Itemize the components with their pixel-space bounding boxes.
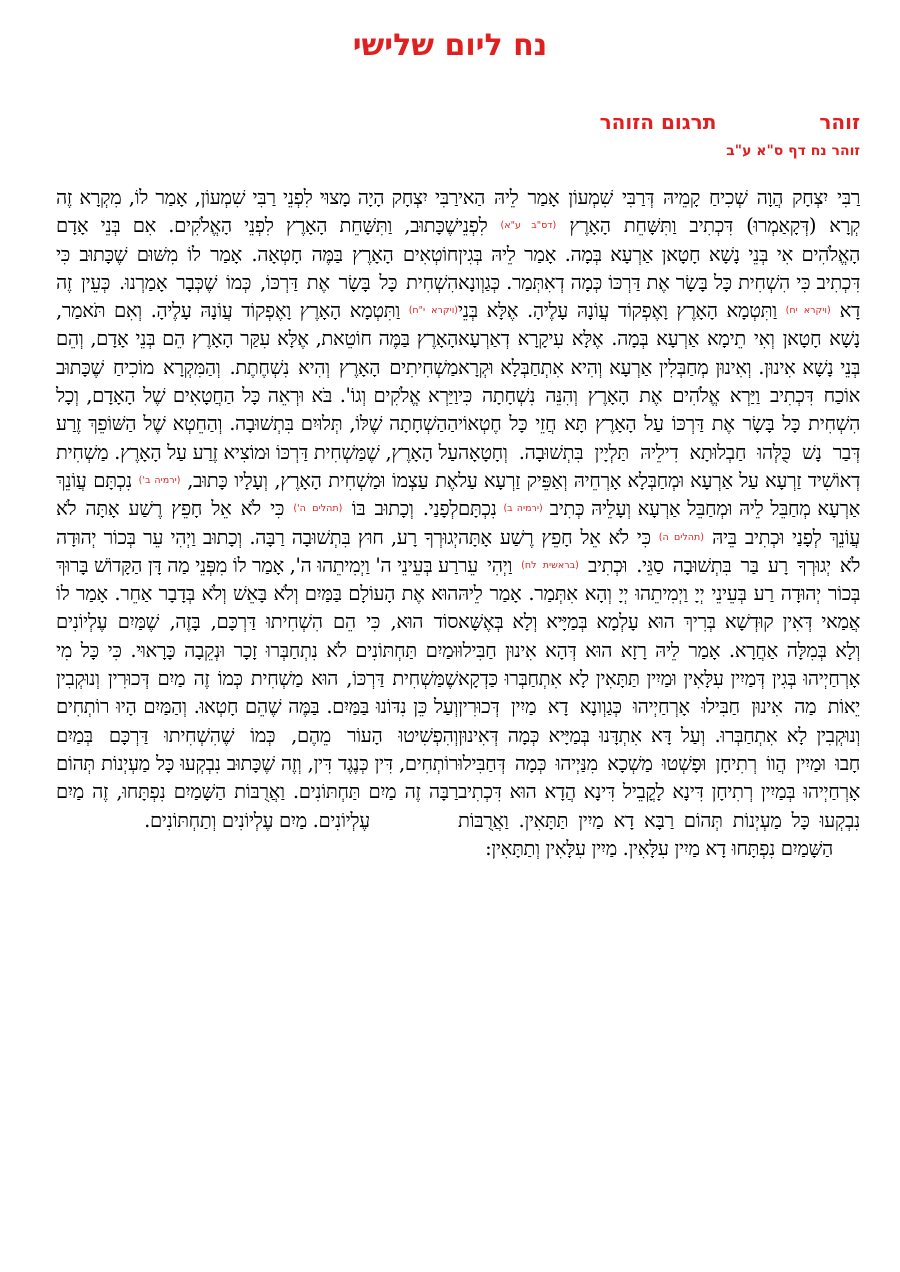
text-segment: לִפְנֵי הָאֱלֹהִים אִי בְּנֵי נָשָׁא חָטָאן אַרְעָא בְּמָה. אָמַר לֵיהּ בְּגִין דִּכְתִיב כִּי הִשְׁחִית כָּל בָּשָׂר אֶת דַּרְכּוֹ כְּמָה דְאִתְּמַר. כְּגַוְונָא דָא — [458, 214, 860, 323]
text-segment: וַיְהִי עֵר בְּכוֹר יְהוּדָה רַע בְּעֵינֵי יְיָ וַיְמִיתֵהוּ יְיָ וְהָא אִתְּמַר. אָמַר לֵיהּ אֲמַאי דְּאִין קוּדְשָׁא בְּרִיךְ הוּא עָלְמָא בְּמַיָּיא וְלָא בְּאֶשָּׁא וְלָא בְּמִלָּה אַחֲרָא. אָמַר לֵיהּ רָזָא הוּא דְּהָא אִינוּן חַבִּילוּ אָרְחַיְיהוּ בְּגִין דְּמַיִין עִלָּאִין וּמַיִין תַּתָּאִין לָא אִתְחַבְּרוּ כַּדְקָא יֵאוֹת מַה אִינוּן חַבִּילוּ אָרְחַיְיהוּ כְּגַוְונָא דָא מַיִין דְּכוּרִין וְנוּקְבִין לָא אִתְחַבְּרוּ. וְעַל דָּא אִתְדָּנוּ בְּמַיָּיא כְּמָה דְּאִינוּן חָבוּ וּמַיִין הֲווֹ רְתִיחָן וּפָשְׁטוּ מַשְׁכָא מִנַּיְיהוּ כְּמָה דְּחַבִּילוּ אָרְחַיְיהוּ בְּמַיִין רְתִיחָן דִּינָא לָקֳבֵיל דִּינָא הֲדָא הוּא דִּכְתִיב נִבְקְעוּ כָּל מַעְיְנוֹת תְּהוֹם רַבָּא דָא מַיִין תַּתָּאִין. וַאֲרֻבּוֹת הַשָּׁמַיִם נִפְתָּחוּ דָא מַיִין עִלָּאִין. מַיִין עִלָּאִין וְתַתָּאִין: — [458, 553, 860, 860]
verse-reference: (תהלים ה) — [658, 531, 704, 543]
text-segment: נִכְתָּם עֲוֹנֵךְ לְפָנַי. וְכָתוּב בּוֹ — [56, 468, 458, 521]
text-segment: וַתִּטְמָא הָאָרֶץ וָאֶפְקוֹד עֲוֹנָהּ עָלֶיהָ. אֶלָּא בְּנֵי נָשָׁא חָטָאן וְאִי תֵימָא אַרְעָא בְּמָה. אֶלָּא עִיקָרָא דְאַרְעָא בְּנֵי נָשָׁא אִינוּן. וְאִינוּן מְחַבְּלִין אַרְעָא וְהִיא אִתְחַבְּלָא וּקְרָא אוֹכַח דִּכְתִיב וַיַּרְא אֱלֹהִים אֶת הָאָרֶץ וְהִנֵּה נִשְׁחָתָה כִּי הִשְׁחִית כָּל בָּשָׂר אֶת דַּרְכּוֹ עַל הָאָרֶץ תָּא חֲזֵי כָּל חֶטְאוֹי דְּבַר נָשׁ כֻּלְּהוּ חַבְלוּתָא דִילֵיהּ תַּלְיָין בִּתְשׁוּבָה. וְחָטָאָה דְאוֹשִׁיד זַרְעָא עַל אַרְעָא וּמְחַבְּלָא אָרְחֵיהּ וְאַפֵּיק זַרְעָא עַל אַרְעָא מְחַבֵּל לֵיהּ וּמְחַבֵּל אַרְעָא וְעָלֵיהּ כְּתִיב — [458, 299, 860, 521]
text-segment: נִכְתָּם עֲוֹנֵךְ לְפָנַי וּכְתִיב בֵּיהּ — [458, 497, 860, 549]
verse-reference: (ויקרא יח) — [785, 305, 831, 317]
text-segment: וַתִּטְמָא הָאָרֶץ וָאֶפְקוֹד עֲוֹנָהּ עָלֶיהָ. וְאִם תֹּאמַר, הָאָרֶץ בַּמֶּה חוֹטֵאת, אֶלָּא עִקַּר הָאָרֶץ הֵם בְּנֵי אָדָם, וְהֵם מַשְׁחִיתִים הָאָרֶץ וְהִיא נִשְׁחֶתֶת. וְהַמִּקְרָא מוֹכִיחַ שֶׁכָּתוּב וַיַּרְא אֱלֹקִים וְגוֹ'. בֹּא וּרְאֵה כָּל הַחֲטָאִים שֶׁל הָאָדָם, וְכָל הַהַשְׁחָתָה שֶׁלּוֹ, תְּלוּיִם בִּתְשׁוּבָה. וְהַחֵטְא שֶׁל הַשּׁוֹפֵךְ זֶרַע עַל הָאָרֶץ, שֶׁמַּשְׁחִית דַּרְכּוֹ וּמוֹצִיא זֶרַע עַל הָאָרֶץ. מַשְׁחִית אֶת עַצְמוֹ וּמַשְׁחִית הָאָרֶץ, וְעָלָיו כָּתוּב, — [56, 299, 458, 492]
verse-reference: (דס"ב ע"א) — [500, 220, 557, 232]
verse-reference: (ירמיה ב) — [503, 503, 543, 515]
source-reference: זוהר נח דף ס"א ע"ב — [726, 143, 860, 159]
translation-column-heading: תרגום הזוהר — [599, 110, 717, 134]
verse-reference: (ירמיה ב') — [138, 474, 181, 486]
verse-reference: (תהלים ה') — [293, 503, 343, 515]
page-title: נח ליום שלישי — [352, 28, 548, 63]
text-segment: כִּי לֹא אֵל חָפֵץ רֶשַׁע אָתָּה לֹא יְגוּרְךָ רָע, חוּץ בִּתְשׁוּבָה רַבָּה. וְכָתוּב וַיְהִי עֵר בְּכוֹר יְהוּדָה רַע בְּעֵינֵי ה' וַיְמִיתֵהוּ ה', אָמַר לוֹ מִפְּנֵי מַה דָּן הַקָּדוֹשׁ בָּרוּךְ הוּא אֶת הָעוֹלָם בַּמַּיִם וְלֹא בָּאֵשׁ וְלֹא בְּדָבָר אַחֵר. אָמַר לוֹ סוֹד הוּא, כִּי הֵם הִשְׁחִיתוּ דַּרְכָּם, בָּזֶה, שֶׁמַּיִם עֶלְיוֹנִים וּמַיִם תַּחְתּוֹנִים לֹא נִתְחַבְּרוּ זָכָר וּנְקֵבָה כָּרָאוּי. כִּי כָּל מִי שֶׁמַּשְׁחִית דַּרְכּוֹ, הוּא מַשְׁחִית כְּמוֹ זֶה מַיִם דְּכוּרִין וְנוּקְבִין וְעַל כֵּן נִדּוֹנוּ בַּמַּיִם. בַּמֶּה שֶׁהֵם חָטְאוּ. וְהַמַּיִם הָיוּ רוֹתְחִים וְהִפְשִׁיטוּ הָעוֹר מֵהֶם, כְּמוֹ שֶׁהִשְׁחִיתוּ דַּרְכָּם בְּמַיִם רוֹתְחִים, דִּין כְּנֶגֶד דִּין, וְזֶה שֶׁכָּתוּב נִבְקְעוּ כָּל מַעְיְנוֹת תְּהוֹם רַבָּה זֶה מַיִם תַּחְתּוֹנִים. וַאֲרֻבּוֹת הַשָּׁמַיִם נִפְתָּחוּ, זֶה מַיִם עֶלְיוֹנִים. מַיִם עֶלְיוֹנִים וְתַחְתּוֹנִים. — [56, 497, 458, 832]
verse-reference: (בראשית לח) — [521, 559, 579, 571]
zohar-translation-text — [56, 184, 458, 835]
zohar-aramaic-text — [458, 184, 860, 863]
text-segment: כִּי לֹא אֵל חָפֵץ רֶשַׁע אָתָּה לֹא יְגוּרְךָ רָע בַּר בִּתְשׁוּבָה סַגֵּי. וּכְתִיב — [458, 525, 861, 577]
text-segment: רַבִּי יִצְחָק הֲוָה שְׁכִיחַ קָמֵיהּ דְּרַבִּי שִׁמְעוֹן אָמַר לֵיהּ הַאי קְרָא (דְּקָאַמְרוּ) דִּכְתִיב וַתִּשָּׁחֵת הָאָרֶץ — [458, 186, 860, 238]
text-segment: רַבִּי יִצְחָק הָיָה מָצוּי לִפְנֵי רַבִּי שִׁמְעוֹן, אָמַר לוֹ, מִקְרָא זֶה שֶׁכָּתוּב, וַתִּשָּׁחֵת הָאָרֶץ לִפְנֵי הָאֱלֹקִים. אִם בְּנֵי אָדָם חוֹטְאִים הָאָרֶץ בַּמֶּה חָטְאָה. אָמַר לוֹ מִשּׁוּם שֶׁכָּתוּב כִּי הִשְׁחִית כָּל בָּשָׂר אֶת דַּרְכּוֹ, כְּמוֹ שֶׁכְּבָר אָמַרְנוּ. כְּעֵין זֶה — [56, 186, 458, 294]
verse-reference: (ויקרא י"ח) — [408, 305, 458, 317]
zohar-column-heading: זוהר — [819, 110, 860, 134]
